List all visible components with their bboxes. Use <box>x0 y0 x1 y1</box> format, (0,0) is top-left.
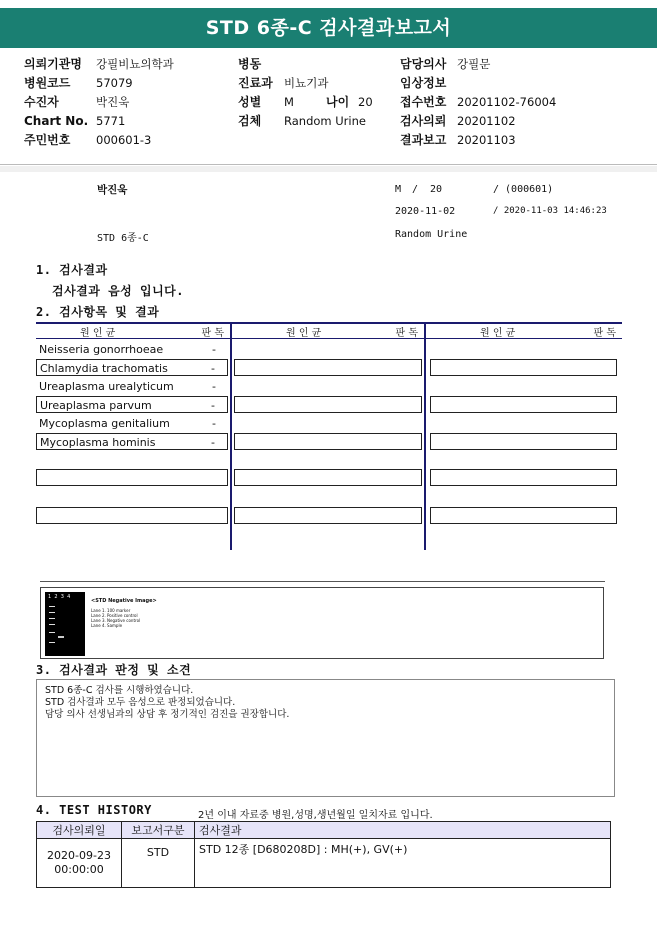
organism-name: Ureaplasma parvum <box>40 399 152 412</box>
section-1-text: 검사결과 음성 입니다. <box>52 284 185 298</box>
value-age: 20 <box>358 95 373 109</box>
empty-row <box>36 469 228 486</box>
empty-row <box>430 507 617 524</box>
gel-legend-item: Lane 4. Sample <box>91 623 123 628</box>
col-header-result: 판 독 <box>593 328 616 339</box>
summary-date-2: / 2020-11-03 14:46:23 <box>493 206 607 216</box>
organism-result: - <box>211 436 215 449</box>
label-sex: 성별 <box>238 95 262 109</box>
col-header-2 <box>232 322 424 339</box>
value-specimen: Random Urine <box>284 114 366 128</box>
history-row <box>37 839 611 888</box>
col-header-organism: 원 인 균 <box>80 328 116 339</box>
gel-legend <box>91 608 140 628</box>
organism-name: Ureaplasma urealyticum <box>39 380 174 393</box>
col-header-organism: 원 인 균 <box>480 328 516 339</box>
header-band <box>0 166 657 172</box>
empty-row <box>430 433 617 450</box>
opinion-box <box>36 679 615 797</box>
gel-band <box>49 606 55 607</box>
summary-sex: M <box>395 184 402 195</box>
header-col-1 <box>24 55 174 150</box>
label-institution: 의뢰기관명 <box>24 57 82 71</box>
label-age: 나이 <box>326 95 350 109</box>
empty-row <box>234 507 422 524</box>
section-2-title: 2. 검사항목 및 결과 <box>36 305 160 319</box>
value-sex: M <box>284 95 294 109</box>
value-resident-no: 000601-3 <box>96 133 152 147</box>
label-report-date: 결과보고 <box>400 133 447 147</box>
empty-row <box>234 396 422 413</box>
empty-row <box>430 359 617 376</box>
label-clinical-info: 임상정보 <box>400 76 447 90</box>
summary-specimen: Random Urine <box>395 229 468 240</box>
empty-row <box>234 469 422 486</box>
column-divider <box>424 322 426 550</box>
header-col-3 <box>400 55 556 150</box>
organism-result: - <box>211 362 215 375</box>
label-receipt-no: 접수번호 <box>400 95 447 109</box>
history-note: 2년 이내 자료중 병원,성명,생년월일 일치자료 입니다. <box>198 810 433 821</box>
col-header-result: 판 독 <box>395 328 418 339</box>
summary-id: / (000601) <box>493 184 554 195</box>
gel-legend-item: Lane 1. 100 marker <box>91 608 131 613</box>
gel-title: <STD Negative Image> <box>91 598 157 604</box>
col-header-organism: 원 인 균 <box>286 328 322 339</box>
empty-row <box>234 359 422 376</box>
result-row <box>36 341 228 358</box>
label-doctor: 담당의사 <box>400 57 447 71</box>
empty-row <box>234 433 422 450</box>
organism-name: Mycoplasma genitalium <box>39 417 170 430</box>
gel-legend-item: Lane 3. Negative control <box>91 618 141 623</box>
label-resident-no: 주민번호 <box>24 133 71 147</box>
gel-band <box>58 636 64 638</box>
gel-band <box>49 642 55 643</box>
value-department: 비뇨기과 <box>284 76 329 90</box>
empty-row <box>430 396 617 413</box>
gel-band <box>49 618 55 619</box>
result-row <box>36 396 228 413</box>
summary-date-1: 2020-11-02 <box>395 206 456 217</box>
result-row <box>36 359 228 376</box>
label-hospital-code: 병원코드 <box>24 76 71 90</box>
report-title: STD 6종-C 검사결과보고서 <box>0 8 657 48</box>
empty-row <box>430 469 617 486</box>
organism-name: Neisseria gonorrhoeae <box>39 343 164 356</box>
value-chart-no: 5771 <box>96 114 126 128</box>
gel-band <box>49 632 55 633</box>
label-chart-no: Chart No. <box>24 114 89 128</box>
summary-test: STD 6종-C <box>97 233 149 244</box>
history-header-row <box>37 822 611 839</box>
organism-result: - <box>212 417 216 430</box>
gel-image <box>45 592 85 656</box>
summary-name: 박진욱 <box>97 184 128 196</box>
value-institution: 강필비뇨의학과 <box>96 57 174 71</box>
gel-band <box>49 612 55 613</box>
organism-name: Chlamydia trachomatis <box>40 362 168 375</box>
label-request-date: 검사의뢰 <box>400 114 447 128</box>
gel-lane-labels: 1 2 3 4 <box>48 594 71 600</box>
opinion-line: STD 검사결과 모두 음성으로 판정되었습니다. <box>45 697 236 708</box>
result-row <box>36 433 228 450</box>
history-time: 00:00:00 <box>54 863 104 876</box>
result-row <box>36 378 228 395</box>
organism-result: - <box>211 399 215 412</box>
label-specimen: 검체 <box>238 114 262 128</box>
organism-result: - <box>212 343 216 356</box>
summary-slash: / <box>412 184 419 195</box>
gel-image-box <box>40 587 604 659</box>
organism-result: - <box>212 380 216 393</box>
label-patient: 수진자 <box>24 95 59 109</box>
header-col-2 <box>238 55 373 131</box>
col-header-1 <box>36 322 230 339</box>
gel-legend-item: Lane 2. Positive control <box>91 613 138 618</box>
value-hospital-code: 57079 <box>96 76 133 90</box>
opinion-line: STD 6종-C 검사를 시행하였습니다. <box>45 685 194 696</box>
history-result: STD 12종 [D680208D] : MH(+), GV(+) <box>195 839 611 888</box>
gel-band <box>49 624 55 625</box>
history-header-type: 보고서구분 <box>122 822 195 839</box>
label-ward: 병동 <box>238 57 262 71</box>
image-divider <box>40 581 605 582</box>
value-receipt-no: 20201102-76004 <box>457 95 557 109</box>
col-header-3 <box>426 322 622 339</box>
column-divider <box>230 322 232 550</box>
history-date: 2020-09-23 <box>47 849 111 862</box>
result-row <box>36 415 228 432</box>
history-table <box>36 821 611 888</box>
summary-age: 20 <box>430 184 443 195</box>
history-type: STD <box>122 839 195 888</box>
history-header-date: 검사의뢰일 <box>37 822 122 839</box>
col-header-result: 판 독 <box>201 328 224 339</box>
section-1-title: 1. 검사결과 <box>36 263 108 277</box>
organism-name: Mycoplasma hominis <box>40 436 156 449</box>
value-doctor: 강필문 <box>457 57 491 71</box>
history-header-result: 검사결과 <box>195 822 611 839</box>
section-4-title: 4. TEST HISTORY <box>36 803 152 817</box>
opinion-line: 담당 의사 선생님과의 상담 후 정기적인 검진을 권장합니다. <box>45 709 290 720</box>
history-date-cell <box>37 839 122 888</box>
value-report-date: 20201103 <box>457 133 516 147</box>
label-department: 진료과 <box>238 76 273 90</box>
section-3-title: 3. 검사결과 판정 및 소견 <box>36 663 192 677</box>
empty-row <box>36 507 228 524</box>
header-divider <box>0 164 657 165</box>
value-request-date: 20201102 <box>457 114 516 128</box>
value-patient: 박진욱 <box>96 95 130 109</box>
